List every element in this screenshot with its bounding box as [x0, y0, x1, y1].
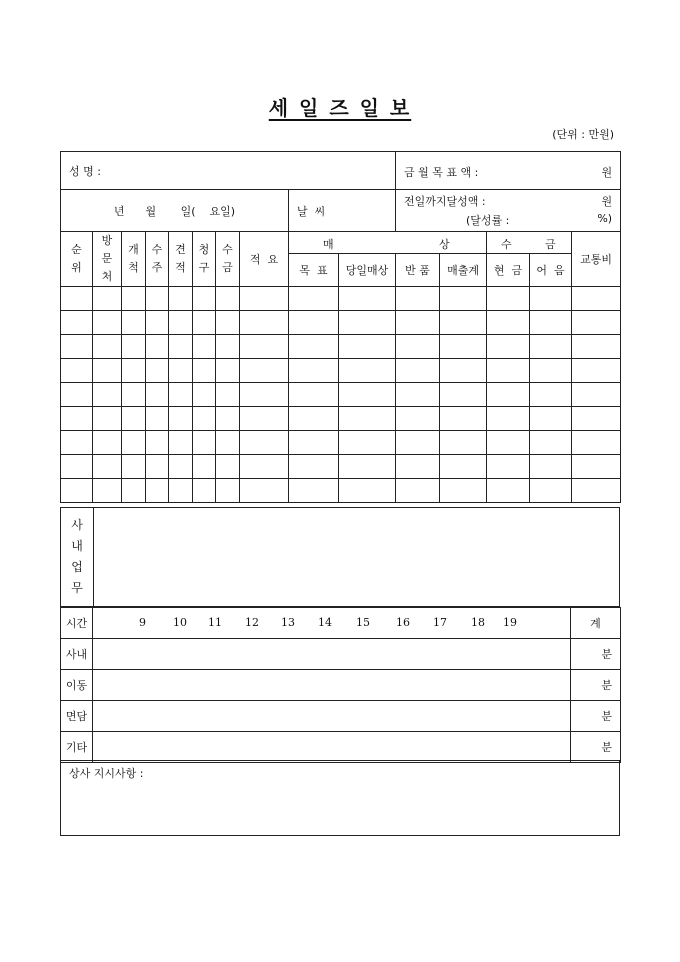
table-cell[interactable]	[240, 431, 289, 455]
table-cell[interactable]	[487, 287, 530, 311]
table-cell[interactable]	[289, 359, 339, 383]
table-cell[interactable]	[122, 479, 146, 503]
internal-work-label: 사 내 업 무	[61, 508, 94, 606]
table-cell[interactable]	[169, 455, 193, 479]
activity-label: 이동	[61, 670, 93, 701]
table-cell[interactable]	[61, 383, 93, 407]
table-cell[interactable]	[289, 311, 339, 335]
sales-table	[60, 151, 621, 503]
table-cell[interactable]	[487, 431, 530, 455]
table-cell[interactable]	[339, 359, 396, 383]
table-cell[interactable]	[146, 479, 169, 503]
table-cell[interactable]	[169, 287, 193, 311]
table-cell[interactable]	[289, 455, 339, 479]
hour-mark: 18	[471, 616, 485, 629]
activity-label: 사내	[61, 639, 93, 670]
hour-mark: 11	[208, 616, 222, 629]
table-cell[interactable]	[339, 431, 396, 455]
header-sales: 매 상	[289, 232, 487, 254]
table-cell[interactable]	[440, 455, 487, 479]
activity-minutes[interactable]: 분	[571, 670, 621, 701]
table-row	[61, 335, 621, 359]
table-cell[interactable]	[193, 311, 216, 335]
table-row	[61, 287, 621, 311]
table-cell[interactable]	[289, 479, 339, 503]
table-cell[interactable]	[396, 383, 440, 407]
table-cell[interactable]	[93, 335, 122, 359]
table-cell[interactable]	[93, 407, 122, 431]
table-cell[interactable]	[530, 479, 572, 503]
table-cell[interactable]	[93, 287, 122, 311]
table-cell[interactable]	[339, 479, 396, 503]
table-cell[interactable]	[440, 431, 487, 455]
date-field[interactable]: 년 월 일( 요일)	[61, 190, 289, 232]
table-cell[interactable]	[396, 311, 440, 335]
table-cell[interactable]	[122, 311, 146, 335]
table-cell[interactable]	[339, 455, 396, 479]
table-cell[interactable]	[193, 455, 216, 479]
name-field[interactable]: 성 명 :	[61, 152, 396, 190]
monthly-target-field[interactable]: 금 월 목 표 액 : 원	[396, 152, 621, 190]
table-cell[interactable]	[440, 383, 487, 407]
hour-mark: 16	[396, 616, 410, 629]
table-cell[interactable]	[93, 455, 122, 479]
table-cell[interactable]	[61, 359, 93, 383]
activity-row	[61, 639, 621, 670]
activity-label: 기타	[61, 732, 93, 763]
table-cell[interactable]	[240, 455, 289, 479]
table-cell[interactable]	[240, 359, 289, 383]
table-cell[interactable]	[61, 407, 93, 431]
table-cell[interactable]	[440, 287, 487, 311]
table-cell[interactable]	[530, 455, 572, 479]
table-cell[interactable]	[487, 407, 530, 431]
table-cell[interactable]	[396, 479, 440, 503]
table-cell[interactable]	[487, 359, 530, 383]
table-cell[interactable]	[572, 407, 621, 431]
header-target: 목 표	[289, 254, 339, 287]
header-day-sales: 당일매상	[339, 254, 396, 287]
activity-row	[61, 732, 621, 763]
table-cell[interactable]	[169, 359, 193, 383]
table-cell[interactable]	[396, 431, 440, 455]
table-cell[interactable]	[169, 335, 193, 359]
table-cell[interactable]	[61, 431, 93, 455]
table-cell[interactable]	[396, 407, 440, 431]
header-collect: 수 금	[216, 232, 240, 287]
table-cell[interactable]	[572, 287, 621, 311]
table-cell[interactable]	[93, 383, 122, 407]
table-cell[interactable]	[339, 335, 396, 359]
table-cell[interactable]	[216, 407, 240, 431]
table-cell[interactable]	[93, 431, 122, 455]
table-cell[interactable]	[146, 311, 169, 335]
hour-mark: 10	[173, 616, 187, 629]
table-cell[interactable]	[146, 383, 169, 407]
table-cell[interactable]	[572, 335, 621, 359]
table-cell[interactable]	[122, 335, 146, 359]
header-estimate: 견 적	[169, 232, 193, 287]
header-transport: 교통비	[572, 232, 621, 287]
table-cell[interactable]	[289, 383, 339, 407]
table-cell[interactable]	[122, 359, 146, 383]
table-cell[interactable]	[146, 287, 169, 311]
table-cell[interactable]	[487, 455, 530, 479]
activity-row	[61, 701, 621, 732]
table-cell[interactable]	[289, 287, 339, 311]
table-cell[interactable]	[440, 359, 487, 383]
table-cell[interactable]	[572, 383, 621, 407]
table-cell[interactable]	[530, 359, 572, 383]
boss-instructions-section[interactable]	[60, 760, 620, 836]
table-cell[interactable]	[61, 479, 93, 503]
table-cell[interactable]	[339, 287, 396, 311]
header-bill-note: 어 음	[530, 254, 572, 287]
table-cell[interactable]	[487, 383, 530, 407]
table-cell[interactable]	[93, 359, 122, 383]
table-cell[interactable]	[396, 335, 440, 359]
hour-mark: 19	[503, 616, 517, 629]
report-form	[60, 151, 620, 836]
table-cell[interactable]	[216, 479, 240, 503]
table-cell[interactable]	[193, 431, 216, 455]
table-cell[interactable]	[193, 383, 216, 407]
header-cash: 현 금	[487, 254, 530, 287]
table-row	[61, 359, 621, 383]
activity-time-field[interactable]	[93, 639, 571, 670]
table-cell[interactable]	[93, 479, 122, 503]
table-cell[interactable]	[530, 407, 572, 431]
header-summary: 적 요	[240, 232, 289, 287]
hour-mark: 12	[245, 616, 259, 629]
header-bill: 청 구	[193, 232, 216, 287]
table-cell[interactable]	[193, 359, 216, 383]
table-cell[interactable]	[216, 431, 240, 455]
table-cell[interactable]	[122, 383, 146, 407]
table-cell[interactable]	[169, 431, 193, 455]
table-cell[interactable]	[572, 359, 621, 383]
table-cell[interactable]	[216, 287, 240, 311]
table-cell[interactable]	[530, 431, 572, 455]
table-cell[interactable]	[193, 287, 216, 311]
hour-mark: 13	[281, 616, 295, 629]
header-pioneer: 개 척	[122, 232, 146, 287]
table-cell[interactable]	[530, 383, 572, 407]
table-cell[interactable]	[122, 455, 146, 479]
table-cell[interactable]	[61, 287, 93, 311]
table-cell[interactable]	[122, 407, 146, 431]
table-cell[interactable]	[289, 431, 339, 455]
time-total-label: 계	[571, 608, 621, 639]
table-cell[interactable]	[93, 311, 122, 335]
table-cell[interactable]	[216, 455, 240, 479]
table-cell[interactable]	[339, 407, 396, 431]
table-cell[interactable]	[339, 383, 396, 407]
table-cell[interactable]	[216, 359, 240, 383]
header-seq: 순 위	[61, 232, 93, 287]
table-cell[interactable]	[193, 335, 216, 359]
table-cell[interactable]	[572, 479, 621, 503]
time-label: 시간	[61, 608, 93, 639]
table-cell[interactable]	[169, 407, 193, 431]
table-cell[interactable]	[169, 383, 193, 407]
table-cell[interactable]	[572, 311, 621, 335]
table-cell[interactable]	[61, 455, 93, 479]
table-cell[interactable]	[440, 311, 487, 335]
table-cell[interactable]	[240, 479, 289, 503]
table-cell[interactable]	[169, 311, 193, 335]
table-cell[interactable]	[572, 431, 621, 455]
activity-time-field[interactable]	[93, 732, 571, 763]
table-cell[interactable]	[440, 407, 487, 431]
table-cell[interactable]	[61, 335, 93, 359]
table-cell[interactable]	[572, 455, 621, 479]
hour-scale	[93, 608, 571, 639]
table-cell[interactable]	[146, 407, 169, 431]
activity-minutes[interactable]: 분	[571, 639, 621, 670]
table-row	[61, 311, 621, 335]
header-returns: 반 품	[396, 254, 440, 287]
table-cell[interactable]	[146, 455, 169, 479]
table-row	[61, 455, 621, 479]
report-title: 세 일 즈 일 보	[268, 96, 412, 120]
hour-mark: 15	[356, 616, 370, 629]
table-cell[interactable]	[146, 359, 169, 383]
table-cell[interactable]	[487, 311, 530, 335]
table-cell[interactable]	[396, 455, 440, 479]
table-row	[61, 479, 621, 503]
table-cell[interactable]	[440, 479, 487, 503]
table-cell[interactable]	[240, 287, 289, 311]
table-cell[interactable]	[216, 383, 240, 407]
table-row	[61, 431, 621, 455]
table-row	[61, 383, 621, 407]
table-cell[interactable]	[530, 335, 572, 359]
table-cell[interactable]	[487, 335, 530, 359]
table-cell[interactable]	[216, 335, 240, 359]
cumulative-field[interactable]: 전일까지달성액 : 원 (달성률 : %)	[396, 190, 621, 232]
table-cell[interactable]	[193, 407, 216, 431]
table-cell[interactable]	[530, 311, 572, 335]
unit-note: (단위 : 만원)	[552, 128, 614, 141]
header-visit: 방 문 처	[93, 232, 122, 287]
boss-instructions-label: 상사 지시사항 :	[69, 767, 144, 780]
table-cell[interactable]	[240, 311, 289, 335]
table-cell[interactable]	[440, 335, 487, 359]
activity-minutes[interactable]: 분	[571, 732, 621, 763]
table-cell[interactable]	[122, 431, 146, 455]
activity-row	[61, 670, 621, 701]
hour-mark: 14	[318, 616, 332, 629]
table-cell[interactable]	[146, 431, 169, 455]
table-cell[interactable]	[122, 287, 146, 311]
header-order: 수 주	[146, 232, 169, 287]
activity-time-field[interactable]	[93, 701, 571, 732]
activity-time-field[interactable]	[93, 670, 571, 701]
activity-label: 면담	[61, 701, 93, 732]
table-cell[interactable]	[289, 407, 339, 431]
table-cell[interactable]	[487, 479, 530, 503]
internal-work-area[interactable]	[94, 508, 619, 606]
table-cell[interactable]	[339, 311, 396, 335]
hour-mark: 9	[139, 616, 146, 629]
table-row	[61, 407, 621, 431]
header-collection: 수 금	[487, 232, 572, 254]
hour-mark: 17	[433, 616, 447, 629]
internal-work-section	[60, 507, 620, 607]
table-cell[interactable]	[240, 335, 289, 359]
activity-minutes[interactable]: 분	[571, 701, 621, 732]
header-sales-total: 매출계	[440, 254, 487, 287]
table-cell[interactable]	[396, 359, 440, 383]
table-cell[interactable]	[240, 383, 289, 407]
table-cell[interactable]	[396, 287, 440, 311]
table-cell[interactable]	[193, 479, 216, 503]
table-cell[interactable]	[169, 479, 193, 503]
table-cell[interactable]	[289, 335, 339, 359]
table-cell[interactable]	[216, 311, 240, 335]
table-cell[interactable]	[530, 287, 572, 311]
weather-field[interactable]: 날 씨	[289, 190, 396, 232]
table-cell[interactable]	[61, 311, 93, 335]
table-cell[interactable]	[146, 335, 169, 359]
table-cell[interactable]	[240, 407, 289, 431]
time-table	[60, 607, 621, 763]
